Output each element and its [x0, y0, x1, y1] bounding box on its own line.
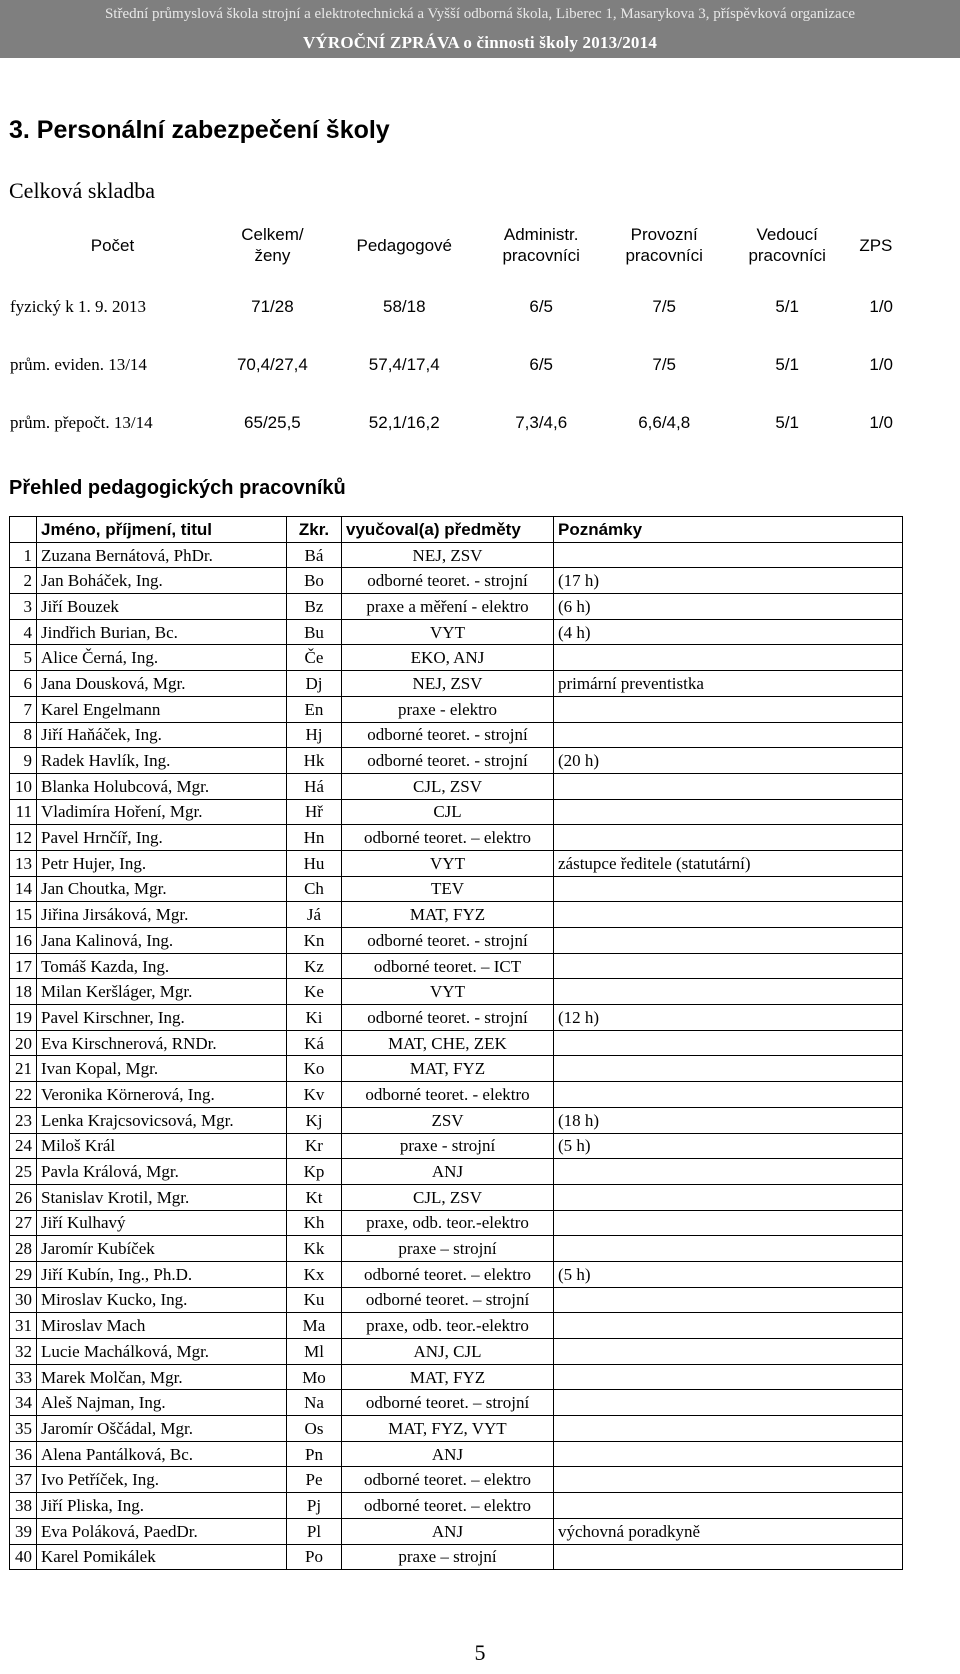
- summary-cell: 57,4/17,4: [368, 355, 440, 374]
- teacher-abbreviation: Pn: [287, 1441, 342, 1467]
- teacher-note: [554, 645, 903, 671]
- teacher-abbreviation: Dj: [287, 671, 342, 697]
- table-row: [10, 722, 903, 748]
- summary-column-header-text: Provozní: [630, 225, 698, 244]
- table-row: [10, 850, 903, 876]
- summary-column-header: [726, 212, 849, 278]
- teacher-abbreviation: Bá: [287, 542, 342, 568]
- table-row: [10, 1056, 903, 1082]
- taught-subjects: VYT: [342, 850, 554, 876]
- teacher-name: Alena Pantálková, Bc.: [37, 1441, 287, 1467]
- teacher-name: Stanislav Krotil, Mgr.: [37, 1184, 287, 1210]
- teacher-note: [554, 1364, 903, 1390]
- row-number: 19: [10, 1005, 37, 1031]
- taught-subjects: odborné teoret. – strojní: [342, 1287, 554, 1313]
- row-number: 17: [10, 953, 37, 979]
- summary-cell: 5/1: [775, 297, 799, 316]
- teacher-note: (6 h): [554, 594, 903, 620]
- document-header-institution: Střední průmyslová škola strojní a elektrotechnická a Vyšší odborná škola, Liberec 1, Masarykova 3, příspěvková organizace: [0, 0, 960, 28]
- teacher-note: [554, 1467, 903, 1493]
- summary-column-header-text: ženy: [254, 246, 291, 265]
- row-number: 12: [10, 825, 37, 851]
- summary-column-header: [329, 212, 480, 278]
- teacher-note: [554, 696, 903, 722]
- teacher-abbreviation: Bu: [287, 619, 342, 645]
- taught-subjects: odborné teoret. - strojní: [342, 568, 554, 594]
- page-number: 5: [474, 1640, 486, 1665]
- row-number: 37: [10, 1467, 37, 1493]
- teacher-abbreviation: Ma: [287, 1313, 342, 1339]
- teacher-note: [554, 928, 903, 954]
- summary-cell: 6/5: [529, 355, 553, 374]
- teacher-abbreviation: Pj: [287, 1493, 342, 1519]
- header-name: Jméno, příjmení, titul: [37, 517, 287, 543]
- teacher-abbreviation: Hk: [287, 748, 342, 774]
- row-number: 16: [10, 928, 37, 954]
- header-notes: Poznámky: [554, 517, 903, 543]
- teacher-name: Aleš Najman, Ing.: [37, 1390, 287, 1416]
- summary-column-header: [480, 212, 603, 278]
- row-number: 7: [10, 696, 37, 722]
- teacher-name: Veronika Körnerová, Ing.: [37, 1082, 287, 1108]
- table-row: [10, 748, 903, 774]
- teacher-abbreviation: Pl: [287, 1518, 342, 1544]
- row-number: 3: [10, 594, 37, 620]
- row-number: 39: [10, 1518, 37, 1544]
- table-row: [10, 1261, 903, 1287]
- table-row: [10, 1287, 903, 1313]
- teacher-name: Eva Kirschnerová, RNDr.: [37, 1030, 287, 1056]
- teacher-abbreviation: Mo: [287, 1364, 342, 1390]
- summary-row-label: prům. eviden. 13/14: [10, 355, 147, 374]
- row-number: 34: [10, 1390, 37, 1416]
- table-row: [10, 1082, 903, 1108]
- summary-heading: Celková skladba: [9, 178, 156, 203]
- table-row: [10, 1159, 903, 1185]
- teacher-abbreviation: Ko: [287, 1056, 342, 1082]
- teacher-name: Petr Hujer, Ing.: [37, 850, 287, 876]
- summary-cell: 7/5: [652, 355, 676, 374]
- teacher-abbreviation: Ki: [287, 1005, 342, 1031]
- teacher-name: Ivan Kopal, Mgr.: [37, 1056, 287, 1082]
- staff-list-heading: Přehled pedagogických pracovníků: [9, 477, 346, 499]
- teacher-abbreviation: Pe: [287, 1467, 342, 1493]
- teacher-note: [554, 1236, 903, 1262]
- taught-subjects: ZSV: [342, 1107, 554, 1133]
- row-number: 21: [10, 1056, 37, 1082]
- teacher-name: Vladimíra Hoření, Mgr.: [37, 799, 287, 825]
- table-row: [10, 696, 903, 722]
- taught-subjects: odborné teoret. - elektro: [342, 1082, 554, 1108]
- teacher-abbreviation: Hř: [287, 799, 342, 825]
- taught-subjects: CJL, ZSV: [342, 1184, 554, 1210]
- taught-subjects: odborné teoret. – elektro: [342, 1493, 554, 1519]
- teacher-name: Pavla Králová, Mgr.: [37, 1159, 287, 1185]
- summary-column-header-text: Administr.: [503, 225, 579, 244]
- teacher-abbreviation: Na: [287, 1390, 342, 1416]
- taught-subjects: MAT, FYZ, VYT: [342, 1416, 554, 1442]
- teacher-name: Jana Dousková, Mgr.: [37, 671, 287, 697]
- taught-subjects: odborné teoret. - strojní: [342, 748, 554, 774]
- summary-row: [9, 394, 903, 452]
- taught-subjects: praxe – strojní: [342, 1544, 554, 1570]
- teacher-note: [554, 1082, 903, 1108]
- summary-column-header-text: pracovníci: [502, 246, 580, 265]
- teacher-note: (20 h): [554, 748, 903, 774]
- table-row: [10, 1005, 903, 1031]
- teacher-abbreviation: Bo: [287, 568, 342, 594]
- teacher-name: Milan Keršláger, Mgr.: [37, 979, 287, 1005]
- teacher-note: [554, 1416, 903, 1442]
- summary-cell: 6/5: [529, 297, 553, 316]
- teacher-name: Lucie Machálková, Mgr.: [37, 1339, 287, 1365]
- teacher-name: Lenka Krajcsovicsová, Mgr.: [37, 1107, 287, 1133]
- taught-subjects: NEJ, ZSV: [342, 542, 554, 568]
- summary-column-header-text: ZPS: [859, 235, 893, 255]
- summary-column-header-text: Počet: [90, 235, 135, 255]
- teacher-note: [554, 799, 903, 825]
- row-number: 15: [10, 902, 37, 928]
- teacher-note: [554, 876, 903, 902]
- row-number: 8: [10, 722, 37, 748]
- teacher-abbreviation: Kn: [287, 928, 342, 954]
- table-row: [10, 594, 903, 620]
- row-number: 31: [10, 1313, 37, 1339]
- teacher-name: Pavel Hrnčíř, Ing.: [37, 825, 287, 851]
- teacher-note: [554, 1493, 903, 1519]
- table-row: [10, 773, 903, 799]
- teacher-abbreviation: Kv: [287, 1082, 342, 1108]
- taught-subjects: praxe - strojní: [342, 1133, 554, 1159]
- table-row: [10, 876, 903, 902]
- table-row: [10, 1467, 903, 1493]
- taught-subjects: praxe - elektro: [342, 696, 554, 722]
- teacher-note: [554, 1159, 903, 1185]
- table-row: [10, 1518, 903, 1544]
- teacher-abbreviation: Kj: [287, 1107, 342, 1133]
- teacher-abbreviation: Po: [287, 1544, 342, 1570]
- teacher-name: Jan Choutka, Mgr.: [37, 876, 287, 902]
- teacher-note: [554, 1287, 903, 1313]
- summary-row: [9, 336, 903, 394]
- teacher-name: Miroslav Mach: [37, 1313, 287, 1339]
- row-number: 32: [10, 1339, 37, 1365]
- teacher-name: Jana Kalinová, Ing.: [37, 928, 287, 954]
- teacher-abbreviation: Ch: [287, 876, 342, 902]
- summary-cell: 1/0: [869, 413, 893, 432]
- teacher-note: (12 h): [554, 1005, 903, 1031]
- taught-subjects: ANJ: [342, 1159, 554, 1185]
- row-number: 26: [10, 1184, 37, 1210]
- summary-column-header: [216, 212, 329, 278]
- row-number: 25: [10, 1159, 37, 1185]
- summary-cell: 58/18: [382, 297, 426, 316]
- taught-subjects: praxe – strojní: [342, 1236, 554, 1262]
- summary-column-header-text: pracovníci: [748, 246, 826, 265]
- summary-column-header: [9, 212, 216, 278]
- row-number: 2: [10, 568, 37, 594]
- teacher-abbreviation: Hj: [287, 722, 342, 748]
- teacher-name: Jiří Kulhavý: [37, 1210, 287, 1236]
- teacher-abbreviation: Hu: [287, 850, 342, 876]
- teacher-note: (18 h): [554, 1107, 903, 1133]
- row-number: 38: [10, 1493, 37, 1519]
- taught-subjects: NEJ, ZSV: [342, 671, 554, 697]
- teacher-abbreviation: Ku: [287, 1287, 342, 1313]
- summary-cell: 5/1: [775, 413, 799, 432]
- taught-subjects: VYT: [342, 619, 554, 645]
- teacher-name: Jiří Kubín, Ing., Ph.D.: [37, 1261, 287, 1287]
- header-abbreviation: Zkr.: [287, 517, 342, 543]
- header-number: [10, 517, 37, 543]
- taught-subjects: praxe, odb. teor.-elektro: [342, 1210, 554, 1236]
- row-number: 1: [10, 542, 37, 568]
- summary-column-header-text: Celkem/: [241, 225, 304, 244]
- table-row: [10, 979, 903, 1005]
- teacher-abbreviation: Kz: [287, 953, 342, 979]
- table-row: [10, 1339, 903, 1365]
- table-row: [10, 1133, 903, 1159]
- row-number: 28: [10, 1236, 37, 1262]
- teacher-note: [554, 1210, 903, 1236]
- teacher-abbreviation: Hn: [287, 825, 342, 851]
- teacher-note: [554, 825, 903, 851]
- table-row: [10, 568, 903, 594]
- teacher-note: [554, 1056, 903, 1082]
- summary-column-header-text: pracovníci: [625, 246, 703, 265]
- table-row: [10, 1493, 903, 1519]
- table-row: [10, 1210, 903, 1236]
- header-subjects: vyučoval(a) předměty: [342, 517, 554, 543]
- teacher-name: Marek Molčan, Mgr.: [37, 1364, 287, 1390]
- teacher-abbreviation: Kt: [287, 1184, 342, 1210]
- taught-subjects: EKO, ANJ: [342, 645, 554, 671]
- row-number: 18: [10, 979, 37, 1005]
- row-number: 6: [10, 671, 37, 697]
- table-row: [10, 1441, 903, 1467]
- table-row: [10, 1107, 903, 1133]
- table-row: [10, 542, 903, 568]
- taught-subjects: MAT, FYZ: [342, 1056, 554, 1082]
- row-number: 27: [10, 1210, 37, 1236]
- teacher-name: Ivo Petříček, Ing.: [37, 1467, 287, 1493]
- teacher-abbreviation: En: [287, 696, 342, 722]
- summary-cell: 6,6/4,8: [638, 413, 691, 432]
- teacher-name: Jiří Bouzek: [37, 594, 287, 620]
- teacher-note: výchovná poradkyně: [554, 1518, 903, 1544]
- teacher-abbreviation: Kr: [287, 1133, 342, 1159]
- teacher-name: Pavel Kirschner, Ing.: [37, 1005, 287, 1031]
- summary-column-header: [849, 212, 903, 278]
- teacher-abbreviation: Os: [287, 1416, 342, 1442]
- teacher-note: [554, 953, 903, 979]
- teacher-note: [554, 1339, 903, 1365]
- teacher-note: (5 h): [554, 1133, 903, 1159]
- teacher-abbreviation: Kh: [287, 1210, 342, 1236]
- taught-subjects: odborné teoret. - strojní: [342, 722, 554, 748]
- row-number: 23: [10, 1107, 37, 1133]
- teacher-note: [554, 722, 903, 748]
- summary-row: [9, 278, 903, 336]
- teacher-name: Jiří Haňáček, Ing.: [37, 722, 287, 748]
- teacher-abbreviation: Ke: [287, 979, 342, 1005]
- teacher-note: [554, 979, 903, 1005]
- teacher-note: [554, 1544, 903, 1570]
- row-number: 9: [10, 748, 37, 774]
- staff-summary-table: [9, 212, 903, 452]
- teacher-abbreviation: Bz: [287, 594, 342, 620]
- taught-subjects: TEV: [342, 876, 554, 902]
- teacher-name: Karel Pomikálek: [37, 1544, 287, 1570]
- taught-subjects: odborné teoret. – strojní: [342, 1390, 554, 1416]
- row-number: 14: [10, 876, 37, 902]
- table-row: [10, 825, 903, 851]
- taught-subjects: CJL: [342, 799, 554, 825]
- document-header-report-title: VÝROČNÍ ZPRÁVA o činnosti školy 2013/2014: [0, 28, 960, 58]
- taught-subjects: odborné teoret. – ICT: [342, 953, 554, 979]
- teacher-name: Jiří Pliska, Ing.: [37, 1493, 287, 1519]
- table-row: [10, 1364, 903, 1390]
- teacher-name: Jan Boháček, Ing.: [37, 568, 287, 594]
- table-row: [10, 1030, 903, 1056]
- summary-column-header-text: Pedagogové: [356, 235, 452, 255]
- table-row: [10, 1313, 903, 1339]
- taught-subjects: MAT, CHE, ZEK: [342, 1030, 554, 1056]
- row-number: 35: [10, 1416, 37, 1442]
- table-row: [10, 1236, 903, 1262]
- teacher-abbreviation: Če: [287, 645, 342, 671]
- taught-subjects: CJL, ZSV: [342, 773, 554, 799]
- teacher-name: Radek Havlík, Ing.: [37, 748, 287, 774]
- taught-subjects: odborné teoret. – elektro: [342, 825, 554, 851]
- summary-column-header-text: Vedoucí: [756, 225, 818, 244]
- taught-subjects: praxe a měření - elektro: [342, 594, 554, 620]
- teacher-name: Jaromír Kubíček: [37, 1236, 287, 1262]
- taught-subjects: odborné teoret. - strojní: [342, 928, 554, 954]
- teacher-name: Jaromír Oščádal, Mgr.: [37, 1416, 287, 1442]
- teacher-note: (5 h): [554, 1261, 903, 1287]
- teacher-name: Eva Poláková, PaedDr.: [37, 1518, 287, 1544]
- teacher-note: (17 h): [554, 568, 903, 594]
- taught-subjects: ANJ: [342, 1518, 554, 1544]
- table-row: [10, 953, 903, 979]
- summary-header-row: [9, 212, 903, 278]
- table-row: [10, 645, 903, 671]
- row-number: 10: [10, 773, 37, 799]
- row-number: 30: [10, 1287, 37, 1313]
- row-number: 13: [10, 850, 37, 876]
- teacher-name: Miloš Král: [37, 1133, 287, 1159]
- teacher-abbreviation: Ml: [287, 1339, 342, 1365]
- summary-cell: 1/0: [869, 355, 893, 374]
- teacher-note: [554, 1030, 903, 1056]
- taught-subjects: MAT, FYZ: [342, 1364, 554, 1390]
- table-row: [10, 928, 903, 954]
- taught-subjects: ANJ, CJL: [342, 1339, 554, 1365]
- summary-cell: 52,1/16,2: [368, 413, 440, 432]
- table-row: [10, 1544, 903, 1570]
- table-row: [10, 671, 903, 697]
- teacher-name: Blanka Holubcová, Mgr.: [37, 773, 287, 799]
- teaching-staff-table: [9, 516, 903, 1570]
- table-row: [10, 902, 903, 928]
- table-row: [10, 1184, 903, 1210]
- taught-subjects: ANJ: [342, 1441, 554, 1467]
- summary-row-label: fyzický k 1. 9. 2013: [10, 297, 146, 316]
- row-number: 33: [10, 1364, 37, 1390]
- teacher-abbreviation: Kk: [287, 1236, 342, 1262]
- summary-cell: 7,3/4,6: [515, 413, 568, 432]
- row-number: 36: [10, 1441, 37, 1467]
- summary-cell: 65/25,5: [244, 413, 301, 432]
- row-number: 4: [10, 619, 37, 645]
- taught-subjects: odborné teoret. – elektro: [342, 1261, 554, 1287]
- table-row: [10, 1416, 903, 1442]
- teacher-name: Jindřich Burian, Bc.: [37, 619, 287, 645]
- taught-subjects: odborné teoret. - strojní: [342, 1005, 554, 1031]
- teacher-name: Zuzana Bernátová, PhDr.: [37, 542, 287, 568]
- row-number: 29: [10, 1261, 37, 1287]
- teacher-note: [554, 542, 903, 568]
- summary-cell: 5/1: [775, 355, 799, 374]
- teacher-note: [554, 1441, 903, 1467]
- row-number: 20: [10, 1030, 37, 1056]
- teacher-note: [554, 1390, 903, 1416]
- row-number: 11: [10, 799, 37, 825]
- teacher-abbreviation: Ká: [287, 1030, 342, 1056]
- summary-column-header: [603, 212, 726, 278]
- teacher-note: zástupce ředitele (statutární): [554, 850, 903, 876]
- teacher-name: Tomáš Kazda, Ing.: [37, 953, 287, 979]
- teacher-note: primární preventistka: [554, 671, 903, 697]
- summary-row-label: prům. přepočt. 13/14: [10, 413, 153, 432]
- row-number: 40: [10, 1544, 37, 1570]
- teacher-abbreviation: Já: [287, 902, 342, 928]
- teacher-name: Alice Černá, Ing.: [37, 645, 287, 671]
- summary-cell: 7/5: [652, 297, 676, 316]
- teacher-note: [554, 902, 903, 928]
- summary-cell: 70,4/27,4: [236, 355, 308, 374]
- row-number: 24: [10, 1133, 37, 1159]
- row-number: 22: [10, 1082, 37, 1108]
- taught-subjects: MAT, FYZ: [342, 902, 554, 928]
- summary-cell: 71/28: [251, 297, 294, 316]
- teacher-note: [554, 773, 903, 799]
- row-number: 5: [10, 645, 37, 671]
- teacher-note: [554, 1184, 903, 1210]
- table-row: [10, 1390, 903, 1416]
- staff-header-row: [10, 517, 903, 543]
- teacher-abbreviation: Kp: [287, 1159, 342, 1185]
- summary-cell: 1/0: [869, 297, 893, 316]
- teacher-note: [554, 1313, 903, 1339]
- table-row: [10, 799, 903, 825]
- taught-subjects: praxe, odb. teor.-elektro: [342, 1313, 554, 1339]
- teacher-name: Miroslav Kucko, Ing.: [37, 1287, 287, 1313]
- section-title: 3. Personální zabezpečení školy: [9, 116, 390, 144]
- teacher-name: Karel Engelmann: [37, 696, 287, 722]
- teacher-abbreviation: Há: [287, 773, 342, 799]
- teacher-name: Jiřina Jirsáková, Mgr.: [37, 902, 287, 928]
- teacher-abbreviation: Kx: [287, 1261, 342, 1287]
- taught-subjects: odborné teoret. – elektro: [342, 1467, 554, 1493]
- teacher-note: (4 h): [554, 619, 903, 645]
- table-row: [10, 619, 903, 645]
- taught-subjects: VYT: [342, 979, 554, 1005]
